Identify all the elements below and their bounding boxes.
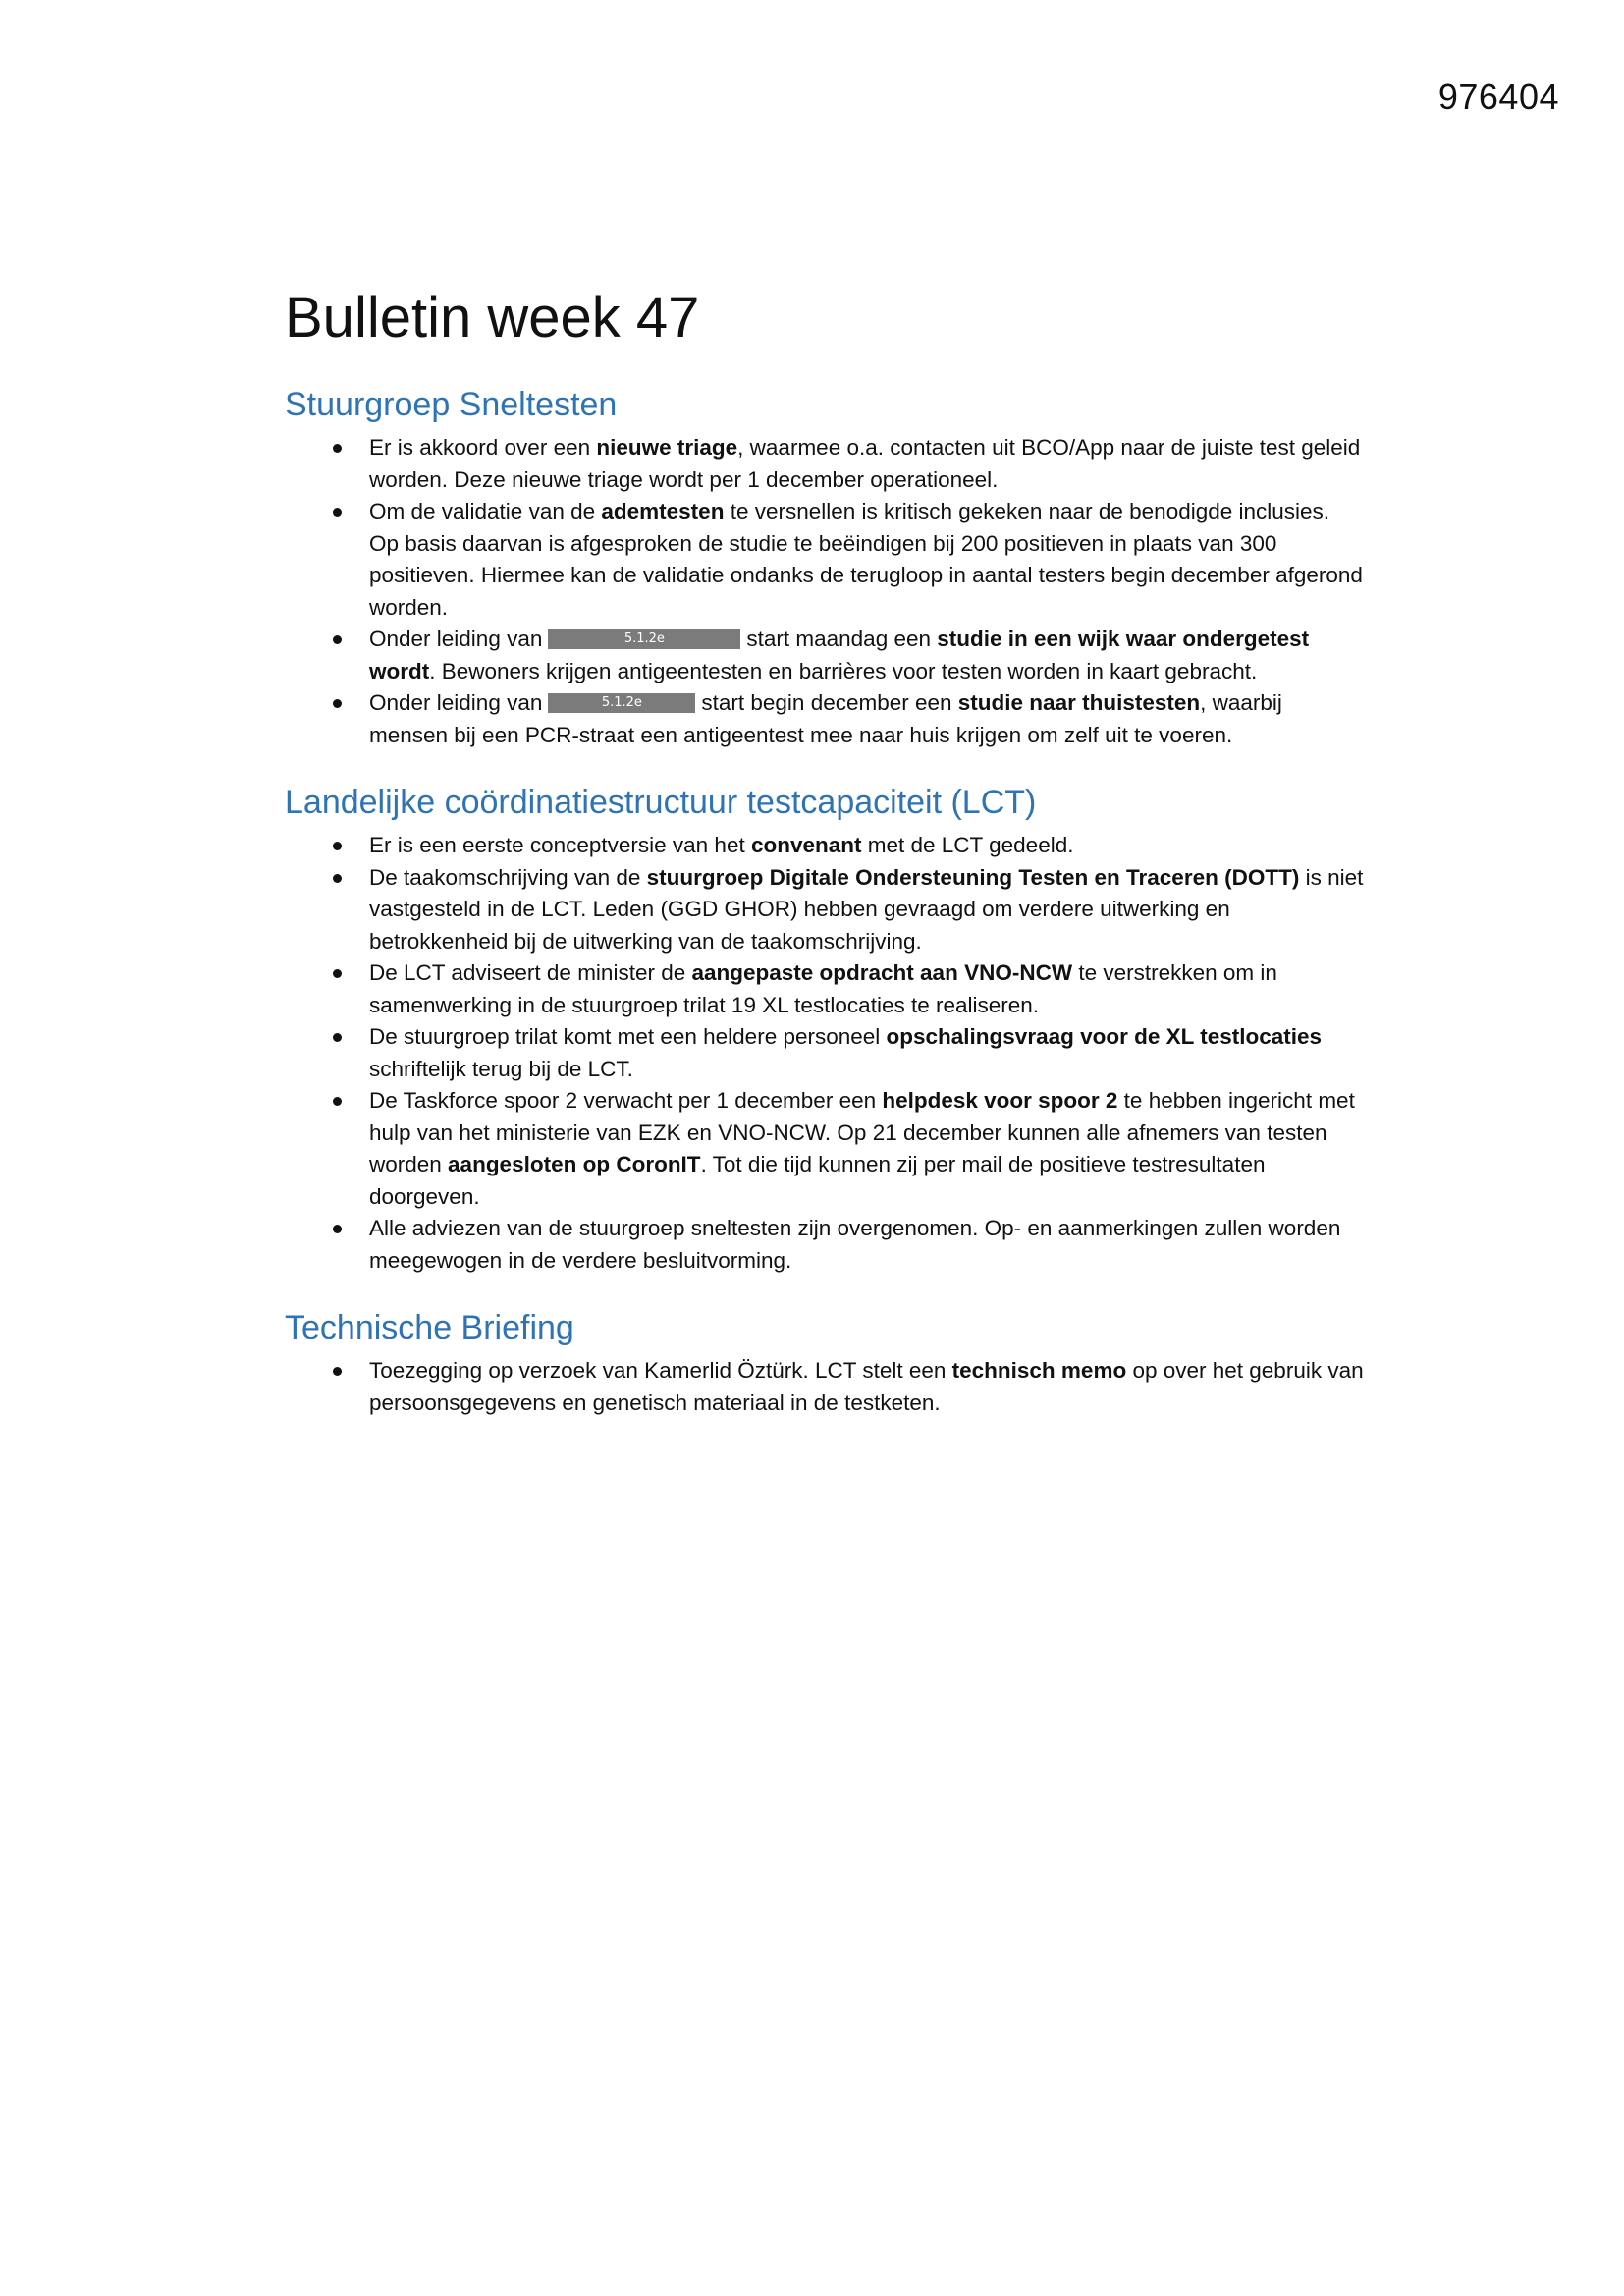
text: Er is akkoord over een	[369, 435, 597, 460]
text: start begin december een	[701, 690, 958, 715]
text: start maandag een	[746, 627, 938, 651]
list-item	[369, 1021, 1365, 1085]
list-item	[369, 1213, 1365, 1277]
bold-text: aangepaste opdracht aan VNO-NCW	[691, 960, 1073, 985]
document-body	[285, 283, 1365, 1447]
text: te verstrekken om in samenwerking in de stuurgroep trilat 19 XL testlocaties te realiseren.	[369, 960, 1277, 1017]
bold-text: stuurgroep Digitale Ondersteuning Testen en Traceren (DOTT)	[646, 864, 1300, 890]
bold-text: aangesloten op CoronIT	[448, 1152, 701, 1176]
bullet-list	[285, 432, 1365, 751]
list-item	[369, 687, 1365, 751]
section-heading: Landelijke coördinatiestructuur testcapaciteit (LCT)	[285, 784, 1037, 821]
text: te hebben ingericht met hulp van het ministerie van EZK en VNO-NCW. Op 21 december kunnen alle afnemers van testen worden	[369, 1088, 1355, 1176]
text: Toezegging op verzoek van Kamerlid Öztürk. LCT stelt een	[369, 1358, 952, 1383]
text: . Bewoners krijgen antigeentesten en barrières voor testen worden in kaart gebracht.	[429, 658, 1258, 683]
redaction-box: 5.1.2e	[548, 693, 695, 713]
text: Om de validatie van de	[369, 499, 602, 523]
list-item	[369, 830, 1365, 862]
list-item	[369, 862, 1365, 958]
list-item	[369, 432, 1365, 496]
text: Onder leiding van	[369, 627, 543, 651]
text: . Tot die tijd kunnen zij per mail de positieve testresultaten doorgeven.	[369, 1152, 1266, 1209]
document-number: 976404	[1437, 77, 1559, 117]
page-title: Bulletin week 47	[285, 286, 700, 350]
text: schriftelijk terug bij de LCT.	[369, 1056, 633, 1081]
section-lct	[285, 779, 1365, 1277]
bold-text: opschalingsvraag voor de XL testlocaties	[886, 1024, 1323, 1049]
list-item	[369, 1355, 1365, 1419]
list-item	[369, 496, 1365, 624]
section-heading: Stuurgroep Sneltesten	[285, 386, 618, 423]
bold-text: studie in een wijk waar ondergetest wordt	[369, 627, 1310, 683]
list-item	[369, 1085, 1365, 1213]
text: De LCT adviseert de minister de	[369, 960, 692, 985]
bold-text: technisch memo	[951, 1358, 1127, 1383]
bullet-list	[285, 830, 1365, 1277]
redaction-box: 5.1.2e	[548, 629, 740, 649]
text: Alle adviezen van de stuurgroep sneltesten zijn overgenomen. Op- en aanmerkingen zullen worden meegewogen in de verdere besluitvorming.	[369, 1216, 1341, 1273]
text: De Taskforce spoor 2 verwacht per 1 december een	[369, 1088, 883, 1113]
text: te versnellen is kritisch gekeken naar de benodigde inclusies. Op basis daarvan is afgesproken de studie te beëindigen bij 200 positieven in plaats van 300 positieven. Hiermee kan de validatie ondanks de terugloop in aantal testers begin december afgerond worden.	[369, 499, 1363, 620]
section-stuurgroep-sneltesten	[285, 381, 1365, 751]
bold-text: nieuwe triage	[596, 435, 738, 460]
text: , waarbij mensen bij een PCR-straat een antigeentest mee naar huis krijgen om zelf uit te voeren.	[369, 690, 1282, 747]
bold-text: helpdesk voor spoor 2	[882, 1088, 1118, 1113]
text: op over het gebruik van persoonsgegevens en genetisch materiaal in de testketen.	[369, 1358, 1364, 1415]
bold-text: ademtesten	[601, 499, 725, 523]
text: De taakomschrijving van de	[369, 864, 647, 890]
section-technische-briefing	[285, 1304, 1365, 1419]
text: Onder leiding van	[369, 690, 543, 715]
list-item	[369, 957, 1365, 1021]
list-item	[369, 624, 1365, 687]
bold-text: convenant	[750, 833, 862, 857]
bullet-list	[285, 1355, 1365, 1419]
text: Er is een eerste conceptversie van het	[369, 833, 751, 857]
text: is niet vastgesteld in de LCT. Leden (GGD GHOR) hebben gevraagd om verdere uitwerking en betrokkenheid bij de uitwerking van de taakomschrijving.	[369, 864, 1364, 954]
section-heading: Technische Briefing	[285, 1309, 574, 1346]
bold-text: studie naar thuistesten	[957, 690, 1201, 715]
text: met de LCT gedeeld.	[861, 833, 1074, 857]
text: , waarmee o.a. contacten uit BCO/App naar de juiste test geleid worden. Deze nieuwe triage wordt per 1 december operationeel.	[369, 435, 1361, 492]
text: De stuurgroep trilat komt met een heldere personeel	[369, 1024, 887, 1049]
